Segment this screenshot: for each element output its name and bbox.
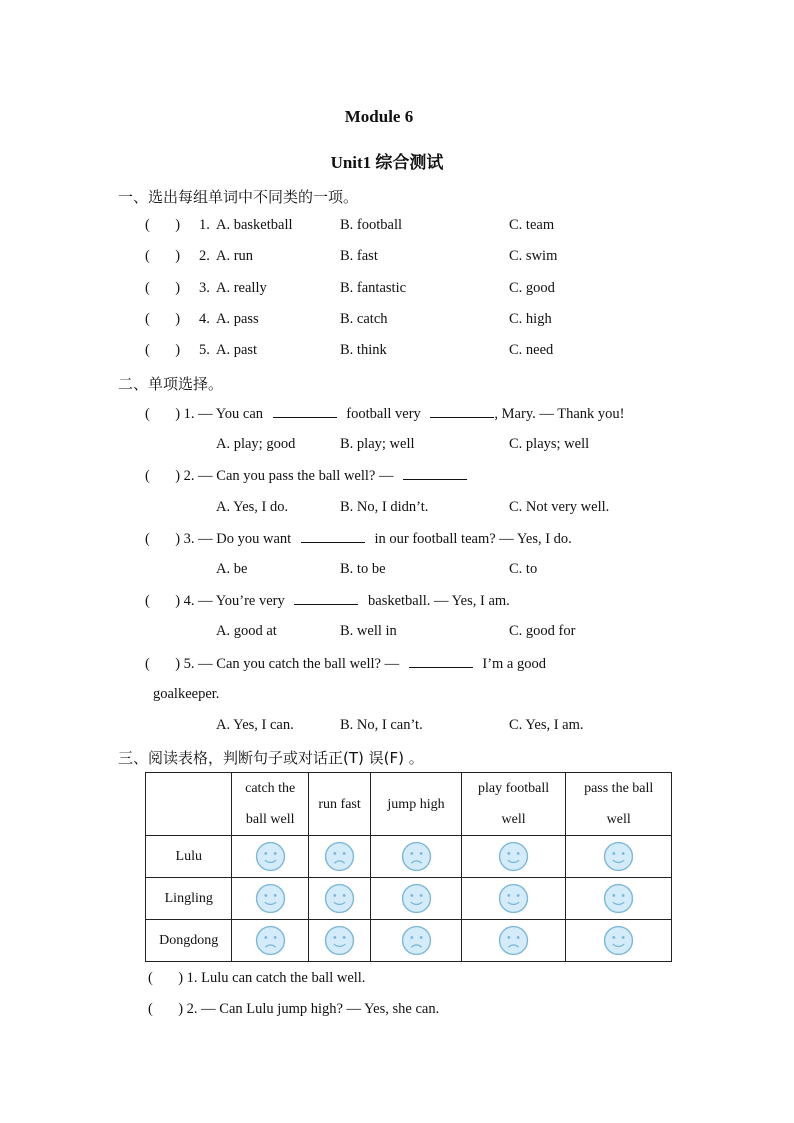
skills-table	[145, 772, 672, 962]
answer-paren[interactable]: ( )	[148, 1001, 184, 1017]
section-2-title: 二、单项选择。	[118, 375, 224, 393]
row-name: Lingling	[146, 878, 232, 920]
question-text: I’m a good	[482, 656, 546, 672]
face-cell	[232, 836, 308, 878]
option-b[interactable]: B. well in	[340, 623, 397, 639]
option-c[interactable]: C. need	[509, 342, 554, 358]
item-number: 3.	[199, 280, 210, 296]
answer-paren[interactable]: ( )	[145, 217, 181, 233]
answer-paren[interactable]: ( )	[145, 280, 181, 296]
option-b[interactable]: B. catch	[340, 311, 388, 327]
option-b[interactable]: B. play; well	[340, 436, 415, 452]
column-header-line: ball well	[245, 812, 295, 827]
face-cell	[461, 920, 566, 962]
question-text: 5. — Can you catch the ball well? —	[183, 656, 400, 672]
smiley-face-icon	[371, 883, 461, 914]
table-row	[146, 836, 672, 878]
answer-paren[interactable]: ( )	[145, 248, 181, 264]
answer-paren[interactable]: ( )	[145, 468, 181, 484]
option-b[interactable]: B. No, I can’t.	[340, 717, 423, 733]
option-c[interactable]: C. Not very well.	[509, 499, 610, 515]
sad-face-icon	[371, 841, 461, 872]
answer-paren[interactable]: ( )	[145, 593, 181, 609]
question-text: basketball. — Yes, I am.	[368, 593, 510, 609]
section-1-title: 一、选出每组单词中不同类的一项。	[118, 188, 359, 206]
option-c[interactable]: C. high	[509, 311, 552, 327]
option-a[interactable]: A. Yes, I can.	[216, 717, 294, 733]
face-cell	[371, 836, 462, 878]
face-cell	[566, 878, 672, 920]
unit-title: Unit1 综合测试	[330, 153, 444, 172]
answer-paren[interactable]: ( )	[145, 342, 181, 358]
item-number: 5.	[199, 342, 210, 358]
sad-face-icon	[232, 925, 307, 956]
option-a[interactable]: A. play; good	[216, 436, 296, 452]
column-header-line: play football	[477, 781, 550, 796]
column-header-line: well	[501, 812, 526, 827]
column-header-line: jump high	[387, 796, 445, 812]
question-continuation: goalkeeper.	[153, 686, 220, 702]
option-b[interactable]: B. fantastic	[340, 280, 407, 296]
column-header-line: pass the ball	[584, 781, 654, 796]
answer-paren[interactable]: ( )	[145, 531, 181, 547]
option-c[interactable]: C. Yes, I am.	[509, 717, 584, 733]
option-c[interactable]: C. good	[509, 280, 555, 296]
face-cell	[232, 878, 308, 920]
option-a[interactable]: A. past	[216, 342, 258, 358]
table-header-row	[146, 773, 672, 836]
question-text: in our football team? — Yes, I do.	[374, 531, 572, 547]
smiley-face-icon	[462, 883, 566, 914]
column-header-line: run fast	[318, 796, 361, 812]
question-text: 3. — Do you want	[183, 531, 292, 547]
section-3-title: 三、阅读表格，判断句子或对话正(T) 误(F) 。	[118, 749, 424, 767]
question-text: 4. — You’re very	[183, 593, 285, 609]
face-cell	[371, 878, 462, 920]
answer-paren[interactable]: ( )	[145, 656, 181, 672]
judge-item-1	[148, 970, 365, 987]
option-c[interactable]: C. plays; well	[509, 436, 590, 452]
face-cell	[566, 920, 672, 962]
face-cell	[566, 836, 672, 878]
choice-question-1	[145, 405, 624, 423]
option-a[interactable]: A. pass	[216, 311, 259, 327]
item-number: 1.	[199, 217, 210, 233]
smiley-face-icon	[309, 883, 370, 914]
answer-blank[interactable]	[409, 655, 473, 668]
smiley-face-icon	[566, 925, 671, 956]
option-a[interactable]: A. basketball	[216, 217, 293, 233]
answer-paren[interactable]: ( )	[145, 406, 181, 422]
table-row	[146, 878, 672, 920]
option-b[interactable]: B. think	[340, 342, 387, 358]
answer-blank[interactable]	[403, 467, 467, 480]
statement-text: 1. Lulu can catch the ball well.	[186, 970, 366, 986]
option-b[interactable]: B. football	[340, 217, 403, 233]
face-cell	[371, 920, 462, 962]
option-c[interactable]: C. team	[509, 217, 555, 233]
option-c[interactable]: C. swim	[509, 248, 558, 264]
face-cell	[308, 920, 370, 962]
column-header-line: catch the	[245, 781, 296, 796]
row-name: Lulu	[146, 836, 232, 878]
option-b[interactable]: B. fast	[340, 248, 378, 264]
face-cell	[461, 836, 566, 878]
sad-face-icon	[462, 925, 566, 956]
item-number: 4.	[199, 311, 210, 327]
option-b[interactable]: B. to be	[340, 561, 386, 577]
answer-paren[interactable]: ( )	[145, 311, 181, 327]
question-text: 2. — Can you pass the ball well? —	[183, 468, 394, 484]
face-cell	[461, 878, 566, 920]
option-a[interactable]: A. really	[216, 280, 267, 296]
option-a[interactable]: A. run	[216, 248, 254, 264]
statement-text: 2. — Can Lulu jump high? — Yes, she can.	[186, 1001, 440, 1017]
face-cell	[308, 878, 370, 920]
sad-face-icon	[309, 841, 370, 872]
option-a[interactable]: A. be	[216, 561, 248, 577]
smiley-face-icon	[566, 841, 671, 872]
column-header	[461, 773, 566, 836]
smiley-face-icon	[232, 841, 307, 872]
choice-question-4	[145, 592, 510, 610]
option-b[interactable]: B. No, I didn’t.	[340, 499, 429, 515]
smiley-face-icon	[566, 883, 671, 914]
choice-question-3	[145, 530, 572, 548]
column-header	[232, 773, 308, 836]
column-header	[566, 773, 672, 836]
face-cell	[308, 836, 370, 878]
smiley-face-icon	[462, 841, 566, 872]
question-text: football very	[346, 406, 421, 422]
option-a[interactable]: A. Yes, I do.	[216, 499, 289, 515]
question-text: 1. — You can	[183, 406, 264, 422]
answer-blank[interactable]	[294, 592, 358, 605]
answer-paren[interactable]: ( )	[148, 970, 184, 986]
row-name: Dongdong	[146, 920, 232, 962]
table-row	[146, 920, 672, 962]
smiley-face-icon	[309, 925, 370, 956]
face-cell	[232, 920, 308, 962]
option-c[interactable]: C. good for	[509, 623, 576, 639]
module-title: Module 6	[344, 107, 414, 126]
answer-blank[interactable]	[273, 405, 337, 418]
choice-question-5	[145, 655, 546, 673]
header-empty-cell	[146, 773, 232, 836]
judge-item-2	[148, 1001, 439, 1018]
column-header	[308, 773, 370, 836]
answer-blank[interactable]	[301, 530, 365, 543]
question-text: , Mary. — Thank you!	[494, 406, 625, 422]
option-c[interactable]: C. to	[509, 561, 538, 577]
smiley-face-icon	[232, 883, 307, 914]
sad-face-icon	[371, 925, 461, 956]
column-header	[371, 773, 462, 836]
answer-blank[interactable]	[430, 405, 494, 418]
item-number: 2.	[199, 248, 210, 264]
option-a[interactable]: A. good at	[216, 623, 277, 639]
column-header-line: well	[606, 812, 631, 827]
choice-question-2	[145, 467, 467, 485]
